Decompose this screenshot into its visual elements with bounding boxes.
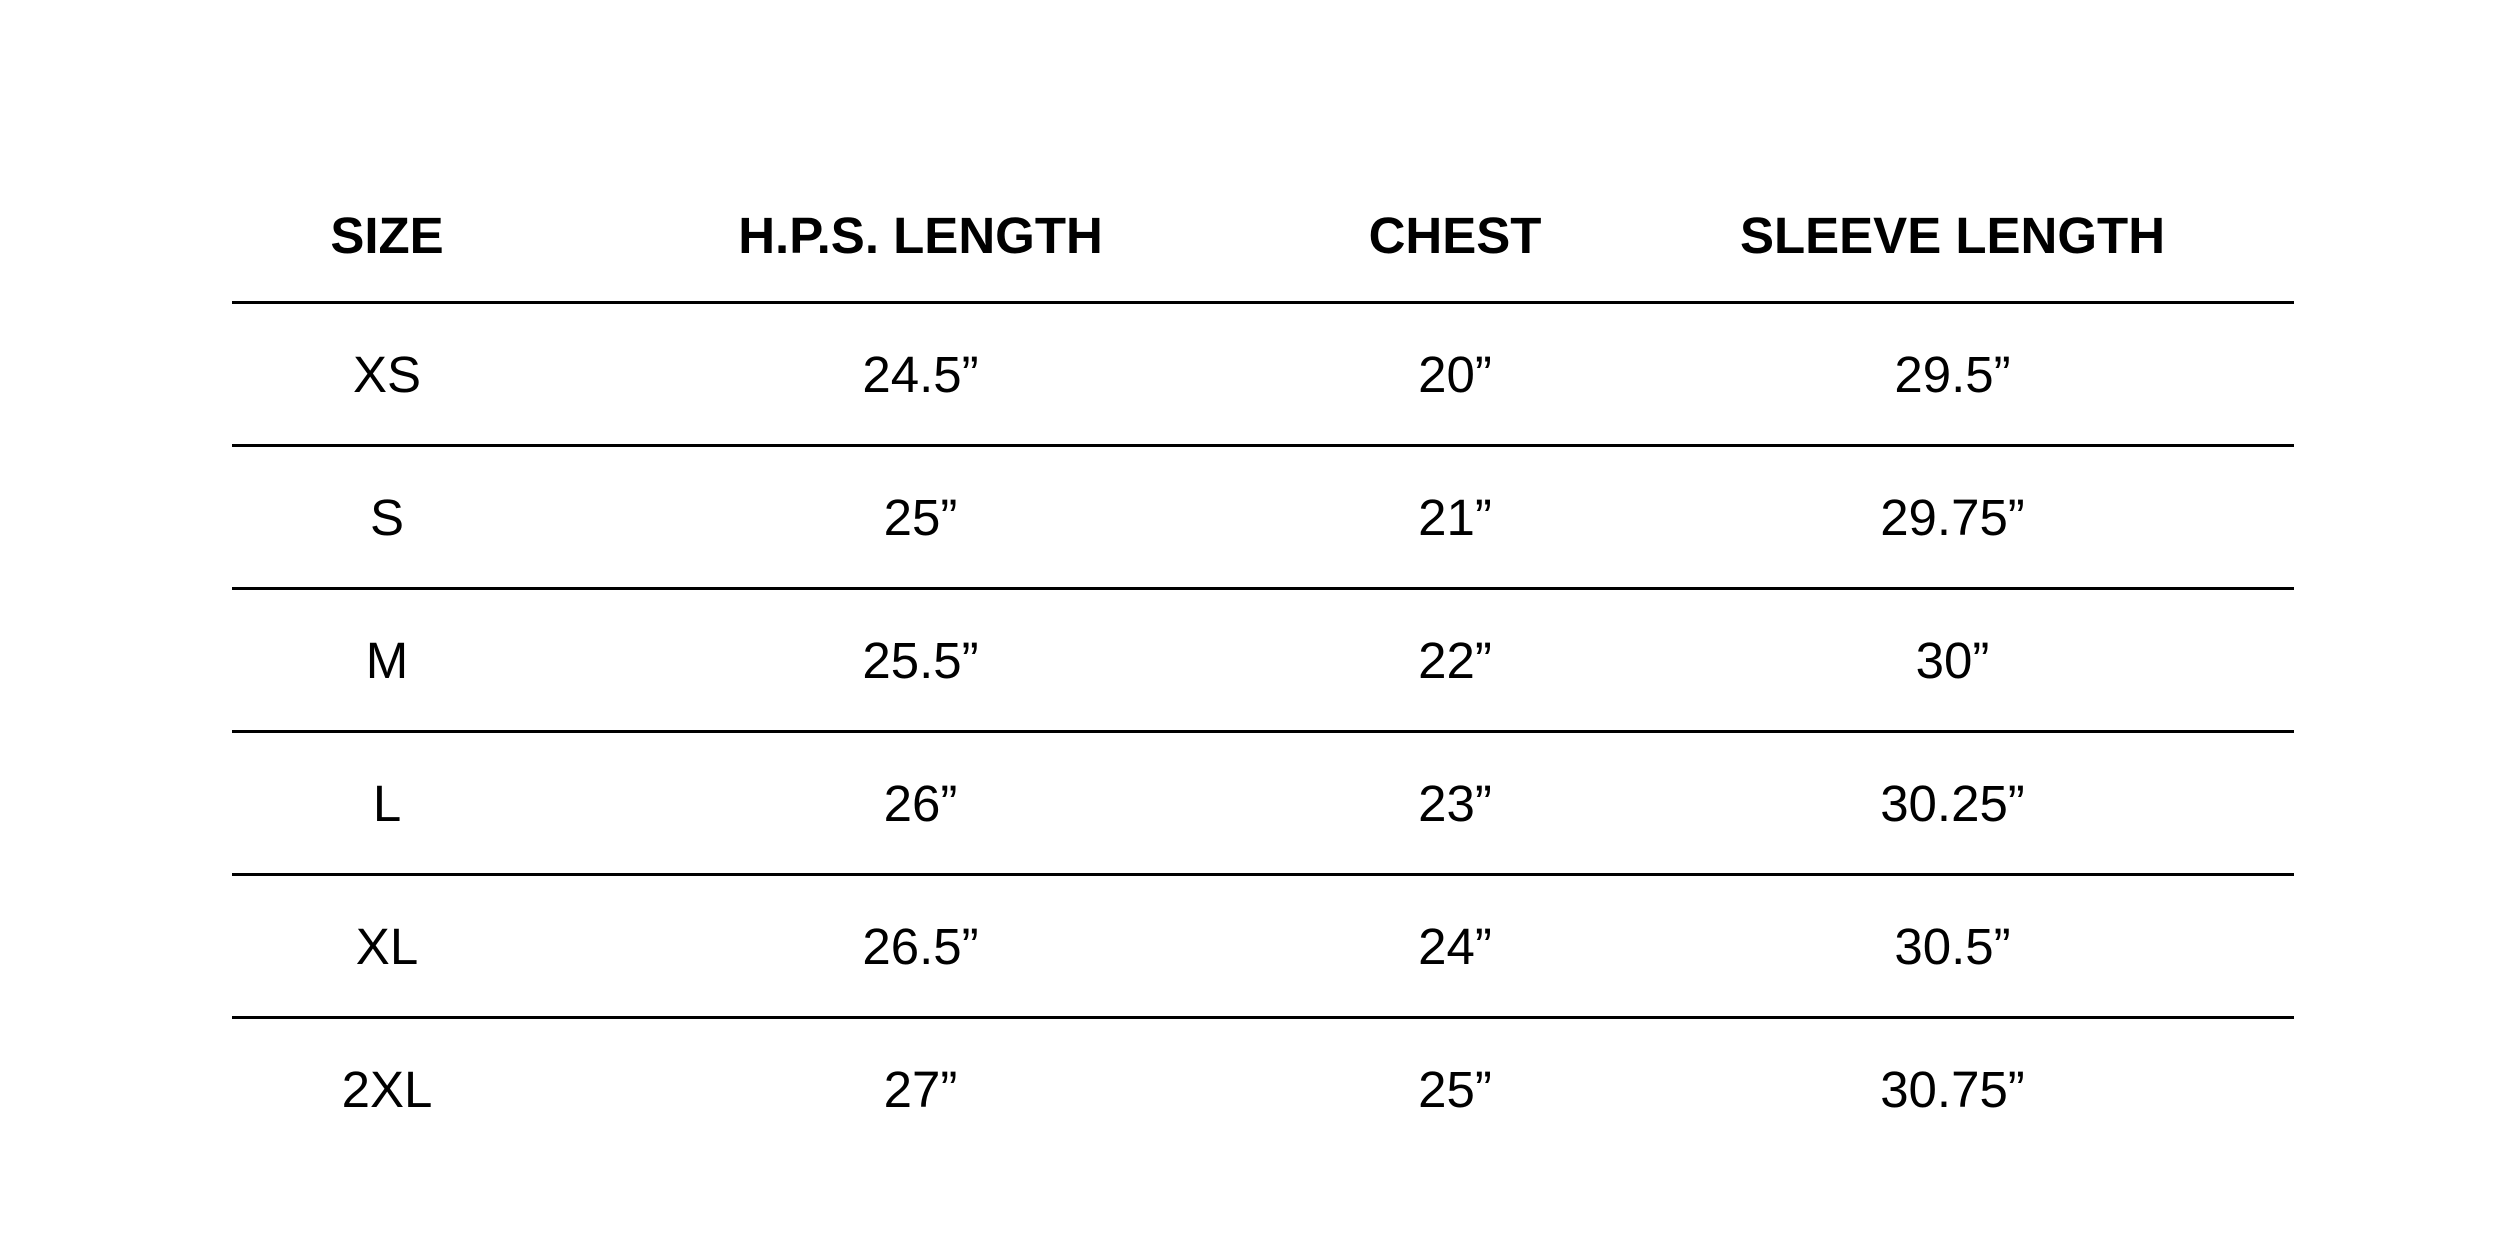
chest-cell: 22”: [1299, 589, 1611, 732]
size-chart-table: [232, 170, 2294, 1159]
table-row: [232, 446, 2294, 589]
size-cell: M: [232, 589, 542, 732]
column-header-hps-length: H.P.S. LENGTH: [542, 170, 1299, 303]
header-row: [232, 170, 2294, 303]
hps-length-cell: 24.5”: [542, 303, 1299, 446]
table-row: [232, 1018, 2294, 1160]
table-row: [232, 589, 2294, 732]
hps-length-cell: 25.5”: [542, 589, 1299, 732]
size-cell: XL: [232, 875, 542, 1018]
size-cell: 2XL: [341, 1060, 433, 1118]
size-cell: XS: [232, 303, 542, 446]
column-header-sleeve-length: SLEEVE LENGTH: [1611, 170, 2294, 303]
table-row: [232, 732, 2294, 875]
sleeve-length-cell: 29.75”: [1611, 446, 2294, 589]
sleeve-length-cell: 30.25”: [1611, 732, 2294, 875]
chest-cell: 21”: [1299, 446, 1611, 589]
column-header-size: SIZE: [232, 170, 542, 303]
chest-cell: 20”: [1299, 303, 1611, 446]
size-cell: S: [232, 446, 542, 589]
column-header-chest: CHEST: [1299, 170, 1611, 303]
chest-cell: 24”: [1299, 875, 1611, 1018]
chest-cell: 25”: [1418, 1060, 1492, 1118]
hps-length-cell: 26”: [542, 732, 1299, 875]
table-row: [232, 303, 2294, 446]
chest-cell: 23”: [1299, 732, 1611, 875]
sleeve-length-cell: 29.5”: [1611, 303, 2294, 446]
sleeve-length-cell: 30.75”: [1880, 1060, 2025, 1118]
sleeve-length-cell: 30.5”: [1611, 875, 2294, 1018]
hps-length-cell: 25”: [542, 446, 1299, 589]
hps-length-cell: 26.5”: [542, 875, 1299, 1018]
sleeve-length-cell: 30”: [1611, 589, 2294, 732]
table-row: [232, 875, 2294, 1018]
hps-length-cell: 27”: [883, 1060, 958, 1118]
size-cell: L: [232, 732, 542, 875]
